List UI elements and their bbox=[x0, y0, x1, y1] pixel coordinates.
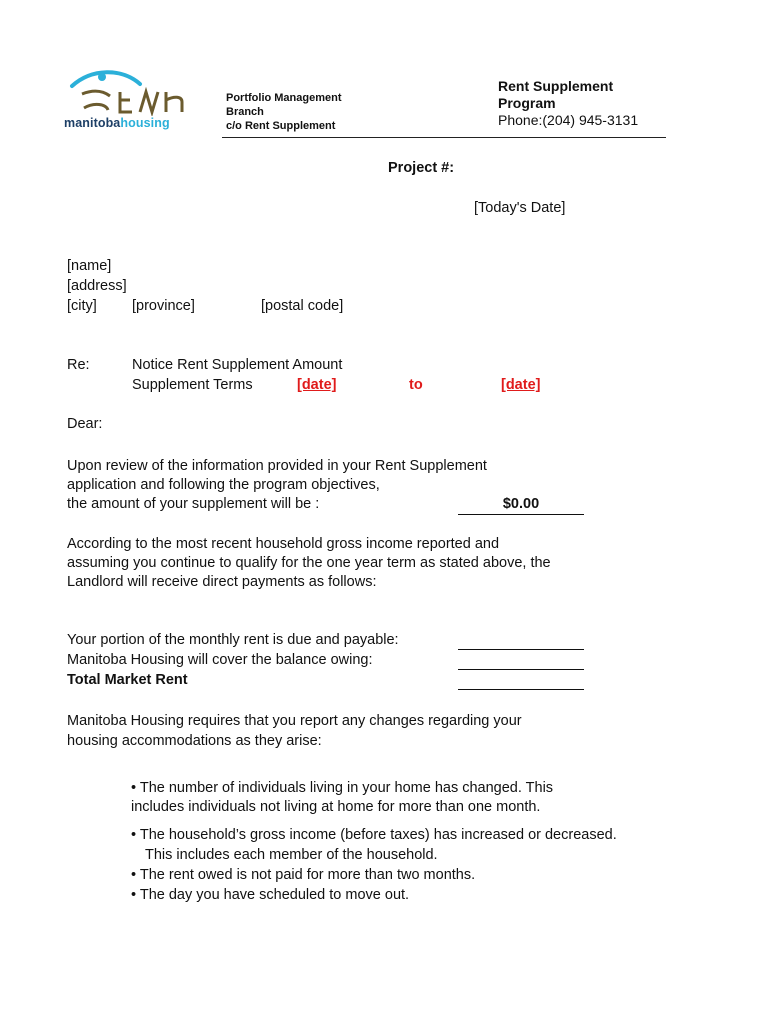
paragraph-1-line-3: the amount of your supplement will be : bbox=[67, 496, 320, 512]
term-to: to bbox=[409, 377, 423, 393]
balance-owing-line bbox=[458, 669, 584, 670]
bullet-1-line-1: • The number of individuals living in your home has changed. This bbox=[131, 780, 554, 796]
supplement-amount: $0.00 bbox=[502, 496, 540, 512]
program-line-2: Program bbox=[498, 95, 556, 111]
bullet-3: • The rent owed is not paid for more than two months. bbox=[131, 867, 476, 883]
paragraph-2-line-1: According to the most recent household gross income reported and bbox=[67, 536, 500, 552]
salutation: Dear: bbox=[67, 416, 103, 432]
paragraph-3-line-1: Manitoba Housing requires that you report any changes regarding your bbox=[67, 713, 522, 729]
paragraph-1-line-1: Upon review of the information provided in your Rent Supplement bbox=[67, 458, 487, 474]
todays-date: [Today's Date] bbox=[474, 200, 566, 216]
phone-number: Phone:(204) 945-3131 bbox=[498, 112, 639, 128]
bullet-2-line-2: This includes each member of the household. bbox=[145, 847, 438, 863]
logo-text-manitoba: manitoba bbox=[64, 116, 121, 130]
bullet-4: • The day you have scheduled to move out. bbox=[131, 887, 410, 903]
branch-block bbox=[226, 91, 342, 133]
manitoba-housing-logo bbox=[62, 70, 192, 132]
term-end-date: [date] bbox=[501, 377, 541, 393]
tenant-portion-label: Your portion of the monthly rent is due and payable: bbox=[67, 632, 399, 648]
bullet-1-line-2: includes individuals not living at home for more than one month. bbox=[131, 799, 541, 815]
program-block bbox=[498, 78, 638, 129]
program-line-1: Rent Supplement bbox=[498, 78, 614, 94]
balance-owing-label: Manitoba Housing will cover the balance owing: bbox=[67, 652, 373, 668]
term-start-date: [date] bbox=[297, 377, 337, 393]
logo-text-housing: housing bbox=[120, 116, 170, 130]
recipient-postal-code: [postal code] bbox=[261, 298, 344, 314]
house-wave-icon bbox=[62, 70, 192, 116]
branch-line-3: c/o Rent Supplement bbox=[226, 120, 336, 132]
re-terms: Supplement Terms bbox=[132, 377, 253, 393]
paragraph-3-line-2: housing accommodations as they arise: bbox=[67, 733, 322, 749]
branch-line-2: Branch bbox=[226, 106, 264, 118]
total-market-rent-line bbox=[458, 689, 584, 690]
paragraph-1-line-2: application and following the program objectives, bbox=[67, 477, 380, 493]
total-market-rent-label: Total Market Rent bbox=[67, 672, 188, 688]
paragraph-2-line-2: assuming you continue to qualify for the one year term as stated above, the bbox=[67, 555, 551, 571]
header-divider bbox=[222, 137, 666, 138]
paragraph-2-line-3: Landlord will receive direct payments as follows: bbox=[67, 574, 377, 590]
recipient-name: [name] bbox=[67, 258, 112, 274]
bullet-2-line-1: • The household’s gross income (before taxes) has increased or decreased. bbox=[131, 827, 617, 843]
re-subject: Notice Rent Supplement Amount bbox=[132, 357, 343, 373]
tenant-portion-line bbox=[458, 649, 584, 650]
branch-line-1: Portfolio Management bbox=[226, 92, 342, 104]
recipient-province: [province] bbox=[132, 298, 195, 314]
recipient-city: [city] bbox=[67, 298, 97, 314]
amount-underline bbox=[458, 514, 584, 515]
recipient-address: [address] bbox=[67, 278, 127, 294]
project-label: Project #: bbox=[388, 160, 455, 176]
re-label: Re: bbox=[67, 357, 90, 373]
